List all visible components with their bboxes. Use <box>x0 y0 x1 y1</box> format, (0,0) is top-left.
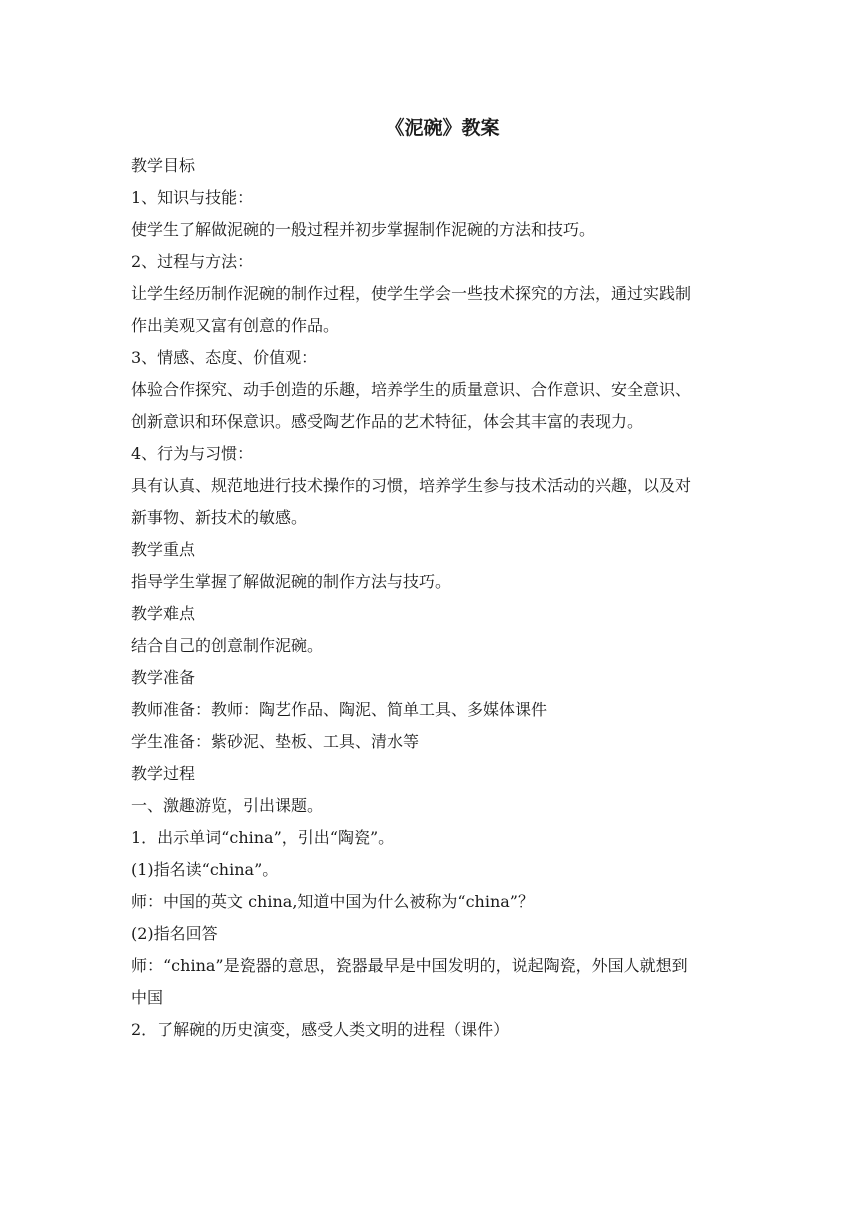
step-1-item-1: 1．出示单词“china”，引出“陶瓷”。 <box>131 828 395 847</box>
heading-teaching-process: 教学过程 <box>131 764 196 783</box>
subheading-knowledge-skills: 1、知识与技能： <box>131 188 254 207</box>
section-objectives <box>131 150 734 534</box>
subheading-process-method: 2、过程与方法： <box>131 252 254 271</box>
text-emotion-line-1: 体验合作探究、动手创造的乐趣，培养学生的质量意识、合作意识、安全意识、 <box>131 380 692 399</box>
section-difficulties <box>131 598 734 662</box>
text-student-preparation: 学生准备：紫砂泥、垫板、工具、清水等 <box>131 732 420 751</box>
section-process <box>131 758 734 1046</box>
teacher-question: 师：中国的英文 china,知道中国为什么被称为“china”？ <box>131 892 534 911</box>
section-preparation <box>131 662 734 758</box>
heading-preparation: 教学准备 <box>131 668 196 687</box>
heading-difficulties: 教学难点 <box>131 604 196 623</box>
document-title: 《泥碗》教案 <box>385 117 500 139</box>
section-key-points <box>131 534 734 598</box>
text-emotion-line-2: 创新意识和环保意识。感受陶艺作品的艺术特征，体会其丰富的表现力。 <box>131 412 644 431</box>
text-knowledge-skills: 使学生了解做泥碗的一般过程并初步掌握制作泥碗的方法和技巧。 <box>131 220 596 239</box>
heading-teaching-objectives: 教学目标 <box>131 156 196 175</box>
subheading-behavior-habits: 4、行为与习惯： <box>131 444 254 463</box>
step-1-heading: 一、激趣游览，引出课题。 <box>131 796 324 815</box>
text-process-method-line-1: 让学生经历制作泥碗的制作过程，使学生学会一些技术探究的方法，通过实践制 <box>131 284 692 303</box>
text-difficulties: 结合自己的创意制作泥碗。 <box>131 636 324 655</box>
text-key-points: 指导学生掌握了解做泥碗的制作方法与技巧。 <box>131 572 452 591</box>
teacher-explanation-line-2: 中国 <box>131 988 164 1007</box>
heading-key-points: 教学重点 <box>131 540 196 559</box>
step-1-sub-1: (1)指名读“china”。 <box>131 860 279 879</box>
text-process-method-line-2: 作出美观又富有创意的作品。 <box>131 316 340 335</box>
text-teacher-preparation: 教师准备：教师：陶艺作品、陶泥、简单工具、多媒体课件 <box>131 700 548 719</box>
step-1-sub-2: (2)指名回答 <box>131 924 218 943</box>
text-behavior-line-1: 具有认真、规范地进行技术操作的习惯，培养学生参与技术活动的兴趣，以及对 <box>131 476 692 495</box>
teacher-explanation-line-1: 师：“china”是瓷器的意思，瓷器最早是中国发明的，说起陶瓷，外国人就想到 <box>131 956 688 975</box>
subheading-emotion-attitude-values: 3、情感、态度、价值观： <box>131 348 318 367</box>
text-behavior-line-2: 新事物、新技术的敏感。 <box>131 508 308 527</box>
step-1-item-2: 2．了解碗的历史演变，感受人类文明的进程（课件） <box>131 1020 510 1039</box>
